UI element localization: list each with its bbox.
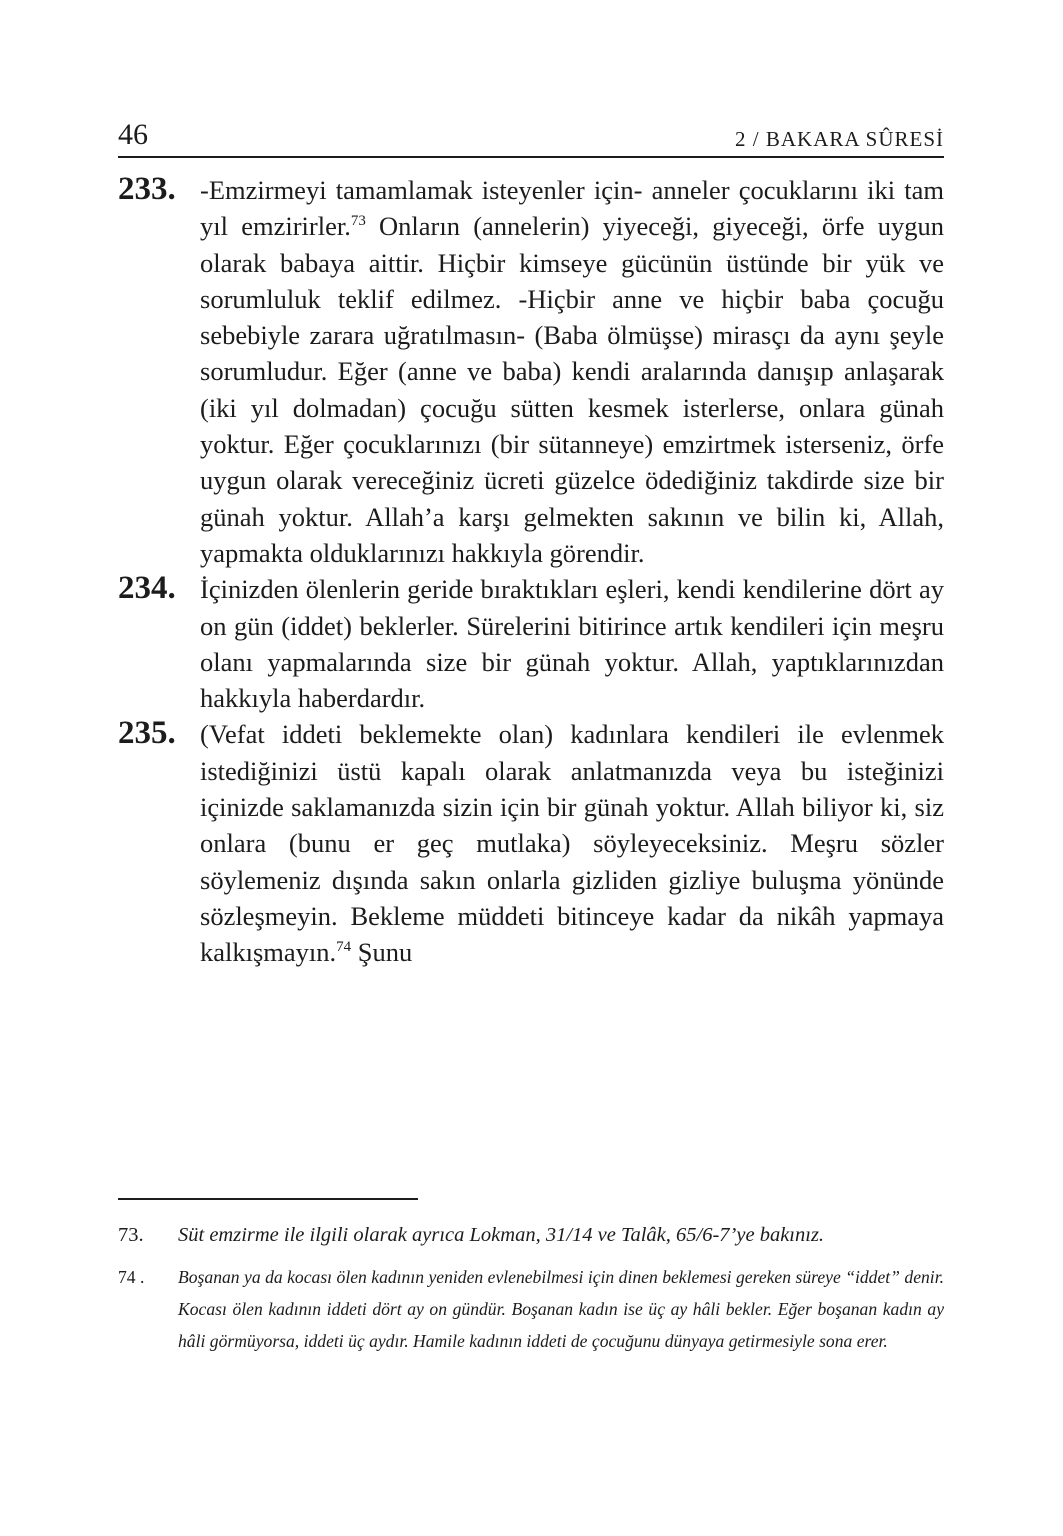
- footnote-marker: 73.: [118, 1224, 144, 1246]
- verse-text-continued: Şunu: [351, 937, 413, 968]
- footnote-text: Süt emzirme ile ilgili olarak ayrıca Lokman, 31/14 ve Talâk, 65/6-7’ye bakınız.: [178, 1224, 825, 1246]
- footnote-73: [118, 1218, 944, 1253]
- footnote-74: [118, 1261, 944, 1357]
- verse-number: 233.: [118, 171, 176, 207]
- running-title: 2 / BAKARA SÛRESİ: [735, 127, 944, 151]
- footnote-separator: [118, 1198, 418, 1200]
- verse-text-continued: Onların (annelerin) yiyeceği, giyeceği, örfe uygun olarak babaya aittir. Hiçbir kimseye gücünün üstünde bir yük ve sorumluluk teklif edilmez. -Hiçbir anne ve hiçbir baba çocuğu sebebiyle zarara uğratılmasın- (Baba ölmüşse) mirasçı da aynı şeyle sorumludur. Eğer (anne ve baba) kendi aralarında danışıp anlaşarak (iki yıl dolmadan) çocuğu sütten kesmek isterlerse, onlara günah yoktur. Eğer çocuklarınızı (bir sütanneye) emzirtmek isterseniz, örfe uygun olarak vereceğiniz ücreti güzelce ödediğiniz takdirde size bir günah yoktur. Allah’a karşı gelmekten sakının ve bilin ki, Allah, yapmakta olduklarınızı hakkıyla görendir.: [200, 211, 944, 568]
- verse-235: [118, 716, 944, 970]
- verse-234: [118, 571, 944, 716]
- footnote-text: Boşanan ya da kocası ölen kadının yeniden evlenebilmesi için dinen beklemesi gereken süreye “iddet” denir. Kocası ölen kadının iddeti dört ay on gündür. Boşanan kadın ise üç ay hâli bekler. Eğer boşanan kadın ay hâli görmüyorsa, iddeti üç aydır. Hamile kadının iddeti de çocuğunu dünyaya getirmesiyle sona erer.: [178, 1267, 944, 1351]
- verse-number: 234.: [118, 570, 176, 607]
- book-page: [118, 110, 944, 971]
- footnote-reference-74[interactable]: 74: [336, 939, 352, 956]
- footnote-reference-73[interactable]: 73: [350, 213, 366, 230]
- verse-list: [118, 172, 944, 971]
- verse-233: [118, 172, 944, 571]
- footnote-marker: 74 .: [118, 1267, 145, 1287]
- footnotes: [118, 1218, 944, 1375]
- verse-text: -Emzirmeyi tamamlamak isteyenler için- anneler çocuklarını iki tam yıl emzirirler.: [200, 175, 944, 242]
- page-header: [118, 110, 944, 158]
- verse-text: (Vefat iddeti beklemekte olan) kadınlara kendileri ile evlenmek istediğinizi üstü kapalı olarak anlatmanızda veya bu isteğinizi içinizde saklamanızda sizin için bir günah yoktur. Allah biliyor ki, siz onlara (bunu er geç mutlaka) söyleyeceksiniz. Meşru sözler söylemeniz dışında sakın onlarla gizliden gizliye buluşma yönünde sözleşmeyin. Bekleme müddeti bitinceye kadar da nikâh yapmaya kalkışmayın.: [200, 719, 944, 968]
- verse-text: İçinizden ölenlerin geride bıraktıkları eşleri, kendi kendilerine dört ay on gün (iddet) beklerler. Sürelerini bitirince artık kendileri için meşru olanı yapmalarında size bir günah yoktur. Allah, yaptıklarınızdan hakkıyla haberdardır.: [200, 574, 944, 714]
- verse-number: 235.: [118, 715, 176, 752]
- page-number: 46: [118, 118, 148, 151]
